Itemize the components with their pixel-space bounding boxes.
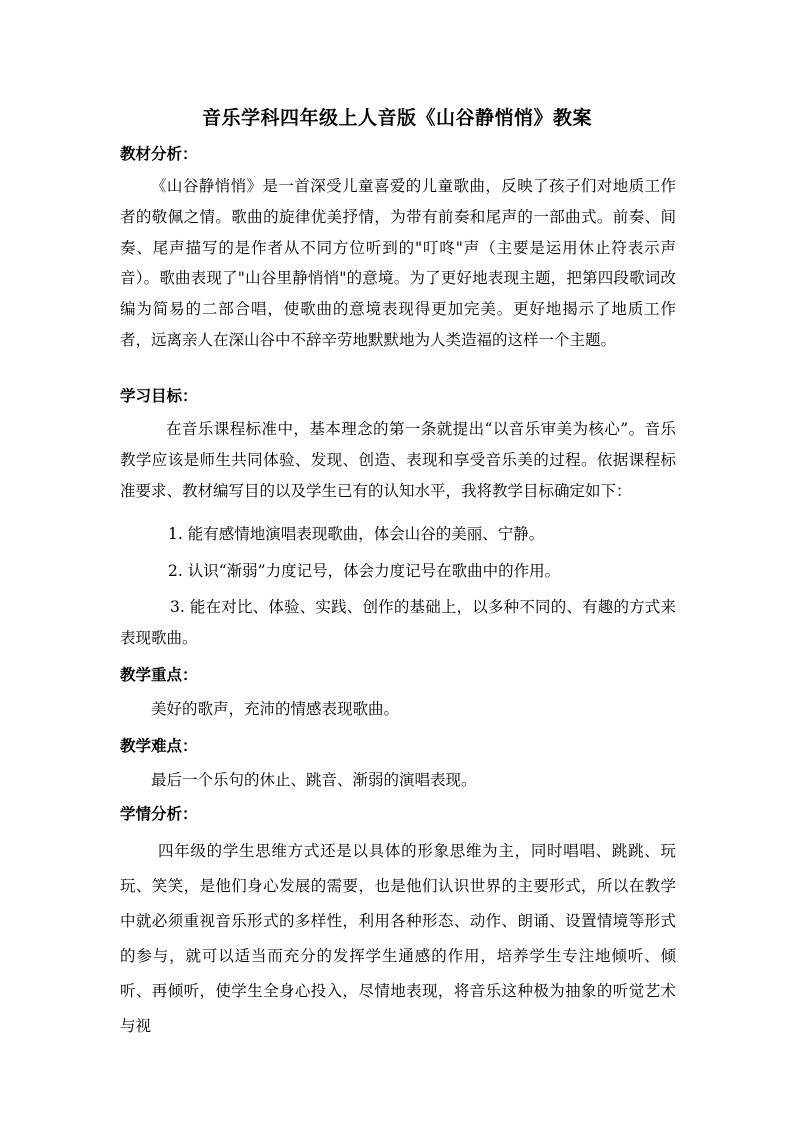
heading-teaching-difficulty: 教学难点： [120,736,198,755]
heading-learning-goals: 学习目标： [120,386,198,405]
heading-material-analysis: 教材分析： [120,144,198,163]
paragraph-learning-goals-intro: 在音乐课程标准中，基本理念的第一条就提出“以音乐审美为核心”。音乐教学应该是师生共同体验、发现、创造、表现和享受音乐美的过程。依据课程标准要求、教材编写目的以及学生已有的认知水平，我将教学目标确定如下： [120,420,676,500]
paragraph-learner-analysis: 四年级的学生思维方式还是以具体的形象思维为主，同时唱唱、跳跳、玩玩、笑笑，是他们身心发展的需要，也是他们认识世界的主要形式，所以在教学中就必须重视音乐形式的多样性，利用各种形态、动作、朗诵、设置情境等形式的参与，就可以适当而充分的发挥学生通感的作用，培养学生专注地倾听、倾听、再倾听，使学生全身心投入，尽情地表现，将音乐这种极为抽象的听觉艺术与视 [120,842,676,1035]
goal-item-1: 1. 能有感情地演唱表现歌曲，体会山谷的美丽、宁静。 [168,525,545,543]
goal-item-2: 2. 认识“渐弱”力度记号，体会力度记号在歌曲中的作用。 [168,562,561,580]
goal-item-3: 3. 能在对比、体验、实践、创作的基础上，以多种不同的、有趣的方式来表现歌曲。 [120,598,676,647]
paragraph-teaching-difficulty: 最后一个乐句的休止、跳音、渐弱的演唱表现。 [151,771,477,789]
heading-teaching-focus: 教学重点： [120,665,198,684]
document-title: 音乐学科四年级上人音版《山谷静悄悄》教案 [201,107,592,129]
paragraph-material-analysis: 《山谷静悄悄》是一首深受儿童喜爱的儿童歌曲，反映了孩子们对地质工作者的敬佩之情。歌曲的旋律优美抒情，为带有前奏和尾声的一部曲式。前奏、间奏、尾声描写的是作者从不同方位听到的"叮咚"声（主要是运用休止符表示声音）。歌曲表现了"山谷里静悄悄"的意境。为了更好地表现主题，把第四段歌词改编为简易的二部合唱，使歌曲的意境表现得更加完美。更好地揭示了地质工作者，远离亲人在深山谷中不辞辛劳地默默地为人类造福的这样一个主题。 [120,177,676,349]
heading-learner-analysis: 学情分析： [120,804,198,823]
paragraph-teaching-focus: 美好的歌声，充沛的情感表现歌曲。 [151,700,400,718]
